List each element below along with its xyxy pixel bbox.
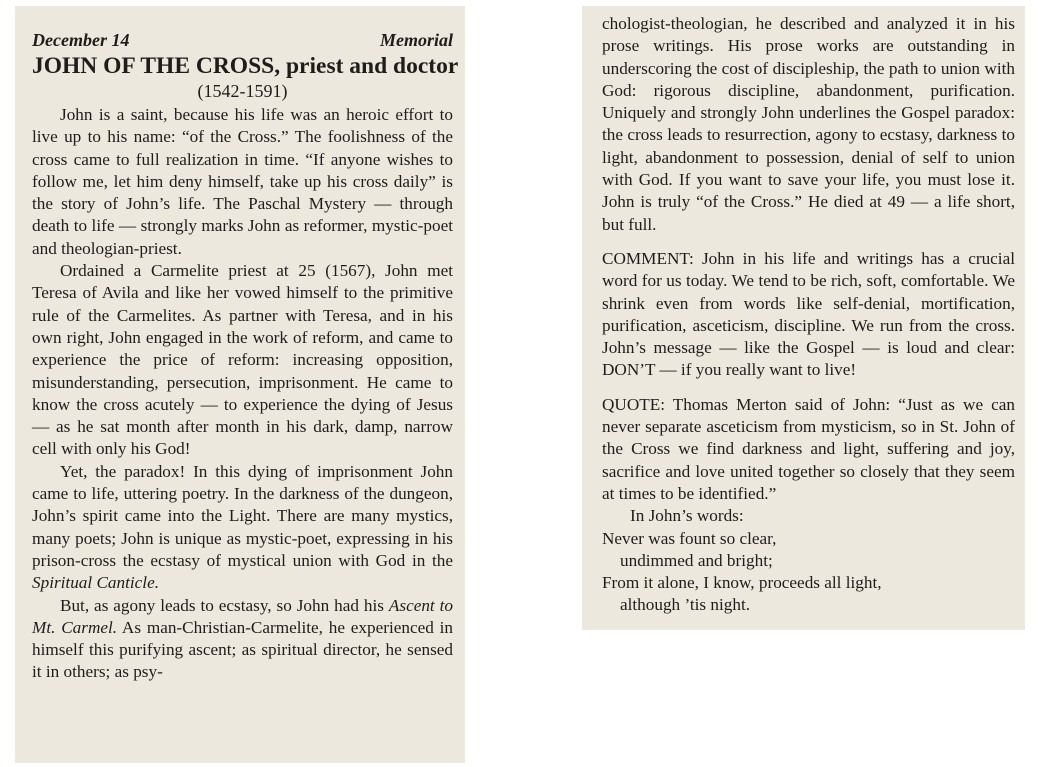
poem-line-2: undimmed and bright; bbox=[620, 550, 773, 570]
paragraph-continuation: chologist-theologian, he described and analyzed it in his prose writings. His prose works are outstanding in underscoring the cost of discipleship, the path to union with God: rigorous discipline, abandonment, purification. Uniquely and strongly John underlines the Gospel paradox: the cross leads to resurrection, agony to ecstasy, darkness to light, abandonment to possession, denial of self to union with God. If you want to save your life, you must lose it. John is truly “of the Cross.” He died at 49 — a life short, but full. bbox=[602, 14, 1015, 234]
feast-rank: Memorial bbox=[379, 30, 453, 50]
right-page bbox=[582, 6, 1025, 630]
comment-paragraph: COMMENT: John in his life and writings has a crucial word for us today. We tend to be rich, soft, comfortable. We shrink even from words like self-denial, mortification, purification, asceticism, discipline. We run from the cross. John’s message — like the Gospel — is loud and clear: DON’T — if you really want to live! bbox=[602, 248, 1015, 380]
ascent-title: Ascent to Mt. Carmel. bbox=[32, 595, 454, 637]
spiritual-canticle-title: Spiritual Canticle. bbox=[32, 573, 159, 593]
words-intro: In John’s words: bbox=[630, 506, 744, 526]
poem-line-3: From it alone, I know, proceeds all light, bbox=[602, 573, 882, 593]
paradox-text: Yet, the paradox! In this dying of imprisonment John came to life, uttering poetry. In the darkness of the dungeon, John’s spirit came into the Light. There are many mystics, many poets; John is unique as mystic-poet, expressing in his prison-cross the ecstasy of mystical union with God in the bbox=[32, 461, 453, 570]
poem-line-4: although ’tis night. bbox=[620, 595, 751, 615]
paragraph-ascent bbox=[32, 595, 453, 684]
ascent-text-start: But, as agony leads to ecstasy, so John had his bbox=[60, 595, 384, 615]
page-header bbox=[32, 28, 453, 52]
paragraph-ordination: Ordained a Carmelite priest at 25 (1567), John met Teresa of Avila and like her vowed himself to the primitive rule of the Carmelites. As partner with Teresa, and in his own right, John engaged in the work of reform, and came to experience the price of reform: increasing opposition, misunderstanding, persecution, imprisonment. He came to know the cross acutely — to experience the dying of Jesus — as he sat month after month in his dark, damp, narrow cell with only his God! bbox=[32, 261, 453, 459]
saint-title: JOHN OF THE CROSS, priest and doctor bbox=[32, 53, 459, 79]
left-page bbox=[15, 6, 465, 763]
saint-years: (1542-1591) bbox=[197, 81, 288, 101]
quote-paragraph: QUOTE: Thomas Merton said of John: “Just as we can never separate asceticism from mysticism, so in St. John of the Cross we find darkness and light, suffering and joy, sacrifice and love united together so closely that they seem at times to be identified.” bbox=[602, 394, 1015, 503]
poem-line-1: Never was fount so clear, bbox=[602, 528, 777, 548]
feast-date: December 14 bbox=[32, 30, 130, 50]
paragraph-intro: John is a saint, because his life was an heroic effort to live up to his name: “of the Cross.” The foolishness of the cross came to full realization in time. “If anyone wishes to follow me, let him deny himself, take up his cross daily” is the story of John’s life. The Paschal Mystery — through death to life — strongly marks John as reformer, mystic-poet and theologian-priest. bbox=[32, 105, 453, 258]
paragraph-paradox bbox=[32, 461, 453, 595]
ascent-text-rest: As man-Christian-Carmelite, he experienced in himself this purifying ascent; as spiritual director, he sensed it in others; as psy- bbox=[32, 617, 453, 682]
